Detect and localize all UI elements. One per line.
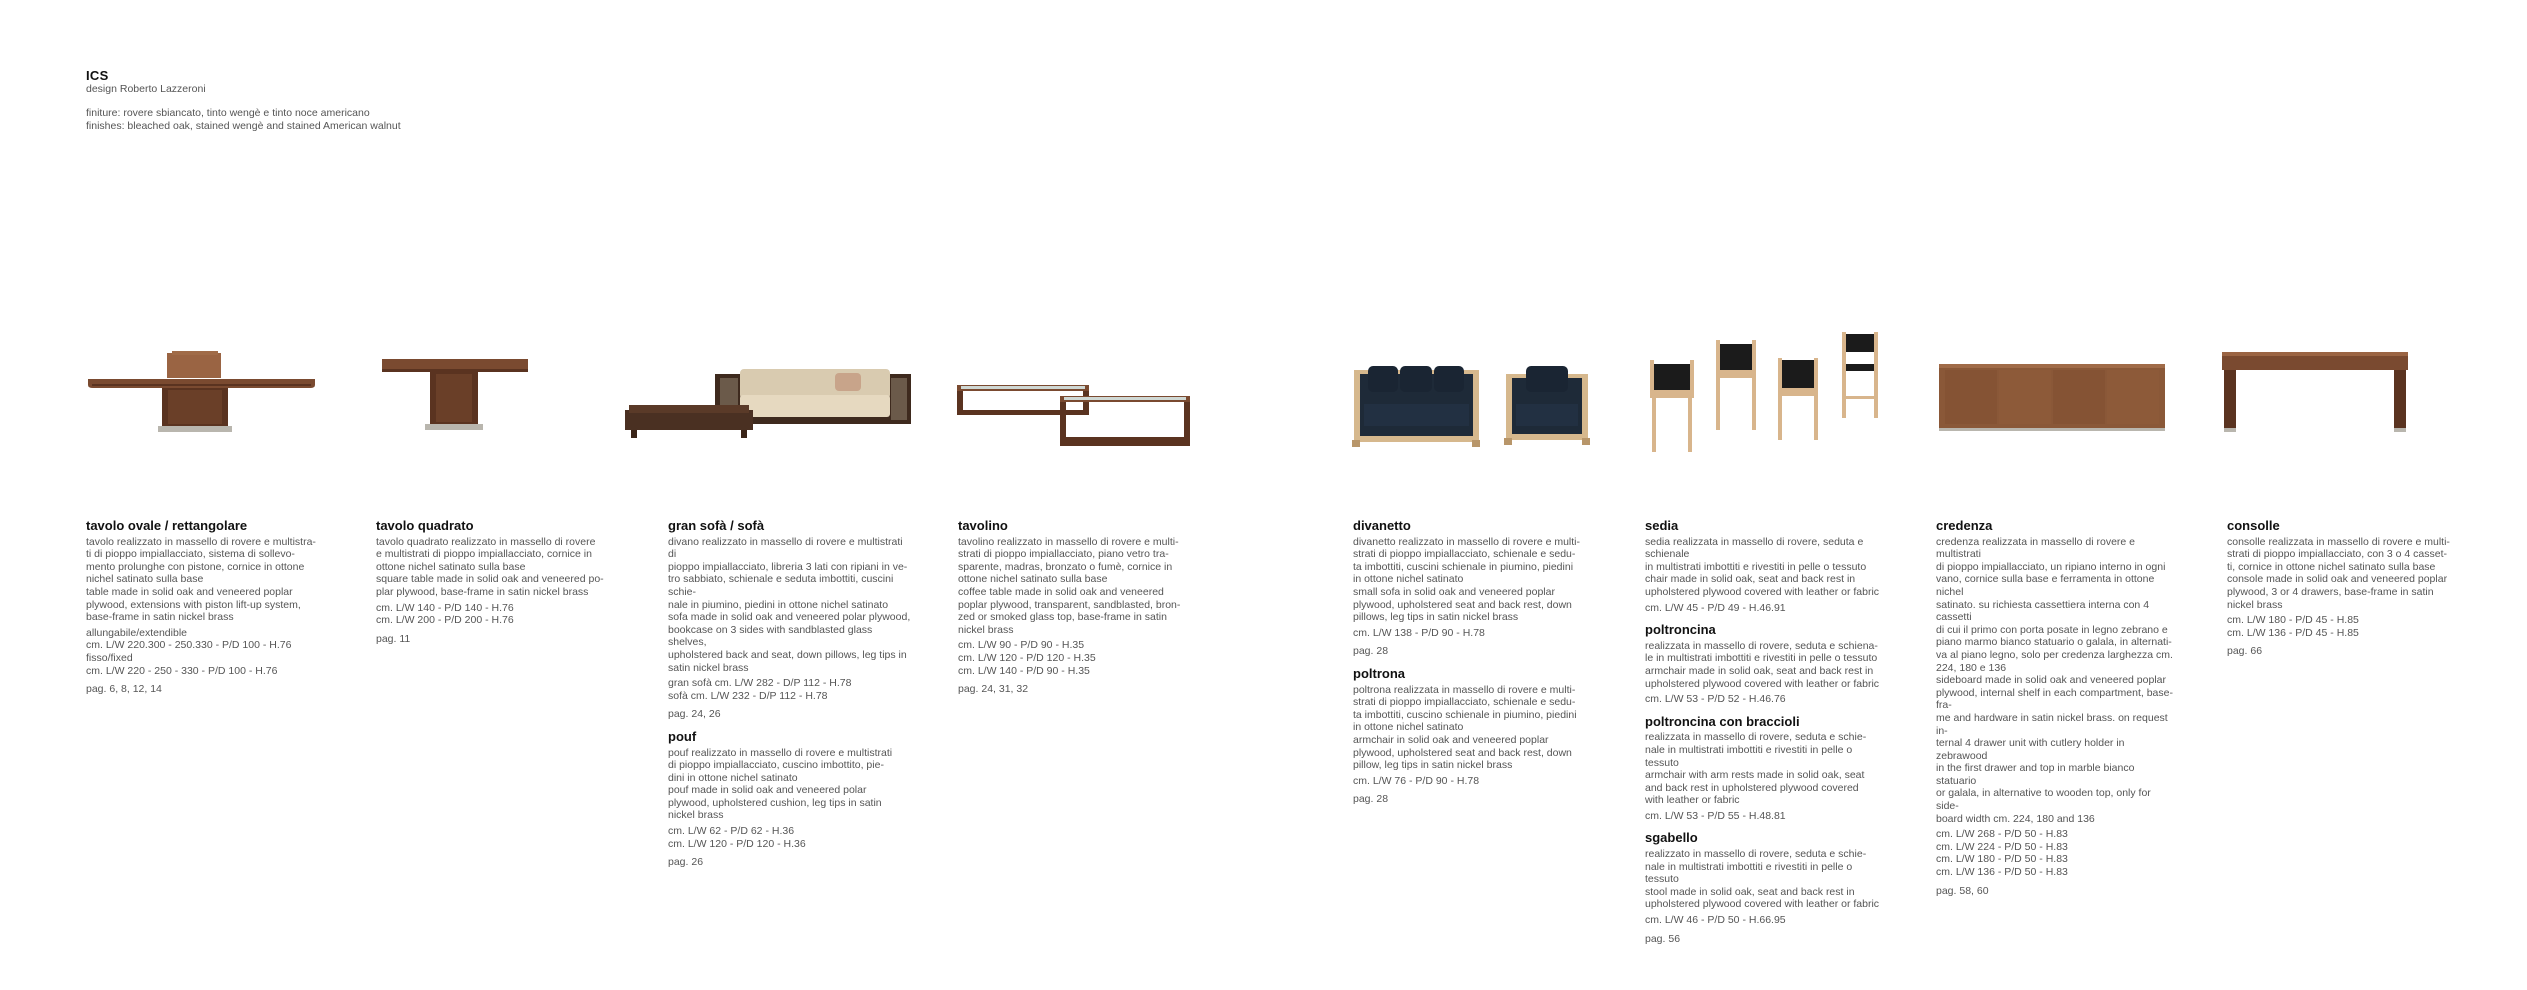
measurement-line: cm. L/W 62 - P/D 62 - H.36 <box>668 825 795 838</box>
catalog-header <box>86 68 401 133</box>
description-line: satin nickel brass <box>668 661 749 674</box>
finishes-english: finishes: bleached oak, stained wengè and stained American walnut <box>86 120 401 132</box>
description-line: mento prolunghe con pistone, cornice in ottone <box>86 560 305 573</box>
measurement-line: cm. L/W 120 - P/D 120 - H.36 <box>668 837 806 850</box>
description-line: tessuto <box>1645 756 1679 769</box>
description-line: realizzata in massello di rovere, seduta e schiena- <box>1645 639 1878 652</box>
measurements <box>1353 627 1593 640</box>
description-line: realizzato in massello di rovere, seduta e schie- <box>1645 848 1867 861</box>
description-line: plywood, upholstered cushion, leg tips in satin <box>668 796 882 809</box>
column-sofa <box>668 520 913 869</box>
description-line: realizzata in massello di rovere, seduta e schie- <box>1645 731 1867 744</box>
description-line: small sofa in solid oak and veneered poplar <box>1353 585 1555 598</box>
product-title: tavolo ovale / rettangolare <box>86 518 248 533</box>
square-table-photo <box>380 355 530 440</box>
page-reference: pag. 24, 31, 32 <box>958 683 1029 696</box>
description-line: tavolino realizzato in massello di rovere e multi- <box>958 535 1179 548</box>
description-line: plar plywood, base-frame in satin nickel brass <box>376 585 589 598</box>
description-line: divano realizzato in massello di rovere e multistrati di <box>668 535 903 561</box>
description-line: pioppo impiallacciato, libreria 3 lati con ripiani in ve- <box>668 560 908 573</box>
measurement-line: cm. L/W 76 - P/D 90 - H.78 <box>1353 774 1480 787</box>
page-reference: pag. 28 <box>1353 793 1389 806</box>
description-line: ottone nichel satinato sulla base <box>376 560 526 573</box>
description-line: plywood, extensions with piston lift-up system, <box>86 598 301 611</box>
measurement-line: cm. L/W 136 - P/D 50 - H.83 <box>1936 866 2068 879</box>
description-line: table made in solid oak and veneered poplar <box>86 585 293 598</box>
column-consolle <box>2227 520 2467 658</box>
description-line: upholstered plywood covered with leather or fabric <box>1645 898 1880 911</box>
description-line: strati di pioppo impiallacciato, schienale e sedu- <box>1353 548 1576 561</box>
measurement-line: cm. L/W 136 - P/D 45 - H.85 <box>2227 626 2359 639</box>
measurement-line: cm. L/W 90 - P/D 90 - H.35 <box>958 639 1085 652</box>
measurement-line: cm. L/W 46 - P/D 50 - H.66.95 <box>1645 914 1786 927</box>
description-line: tavolo quadrato realizzato in massello di rovere <box>376 535 596 548</box>
description-line: pillow, leg tips in satin nickel brass <box>1353 759 1513 772</box>
description-line: plywood, upholstered seat and back rest, down <box>1353 746 1572 759</box>
description-line: in ottone nichel satinato <box>1353 573 1464 586</box>
measurement-line: cm. L/W 200 - P/D 200 - H.76 <box>376 614 514 627</box>
measurement-line: fisso/fixed <box>86 651 133 664</box>
description-line: satinato. su richiesta cassettiera interna con 4 cassetti <box>1936 598 2150 624</box>
description-line: tavolo realizzato in massello di rovere e multistra- <box>86 535 316 548</box>
measurement-line: cm. L/W 138 - P/D 90 - H.78 <box>1353 626 1485 639</box>
measurement-line: cm. L/W 220.300 - 250.330 - P/D 100 - H.76 <box>86 639 292 652</box>
page-reference: pag. 56 <box>1645 932 1681 945</box>
description-line: ti di pioppo impiallacciato, sistema di sollevo- <box>86 548 295 561</box>
product-title: consolle <box>2227 518 2280 533</box>
description-line: or galala, in alternative to wooden top, only for side- <box>1936 787 2151 813</box>
description-line: tro sabbiato, schienale e seduta imbottiti, cuscini schie- <box>668 573 894 598</box>
description-line: ti, cornice in ottone nichel satinato sulla base <box>2227 560 2436 573</box>
description-line: bookcase on 3 sides with sandblasted glass shelves, <box>668 623 873 649</box>
description-line: square table made in solid oak and veneered po- <box>376 573 604 586</box>
chairs-and-stool-photo <box>1640 330 1885 455</box>
measurement-line: cm. L/W 180 - P/D 50 - H.83 <box>1936 853 2068 866</box>
page-reference: pag. 26 <box>668 856 704 869</box>
product-title: sedia <box>1645 518 1679 533</box>
description-line: plywood, internal shelf in each compartment, base-fra- <box>1936 686 2173 712</box>
description-line: nickel brass <box>668 809 724 822</box>
description-line: consolle realizzata in massello di rovere e multi- <box>2227 535 2450 548</box>
description-line: in ottone nichel satinato <box>1353 721 1464 734</box>
description-line: in the first drawer and top in marble bianco statuario <box>1936 762 2135 787</box>
description-line: base-frame in satin nickel brass <box>86 611 234 624</box>
product-title: tavolo quadrato <box>376 518 474 533</box>
measurements <box>1645 914 1890 927</box>
sideboard-photo <box>1935 360 2170 435</box>
description-line: plywood, 3 or 4 drawers, base-frame in satin <box>2227 585 2434 598</box>
page-reference: pag. 28 <box>1353 645 1389 658</box>
description-line: and back rest in upholstered plywood covered <box>1645 781 1859 794</box>
description-line: zed or smoked glass top, base-frame in satin <box>958 611 1167 624</box>
product-title: tavolino <box>958 518 1008 533</box>
measurement-line: gran sofà cm. L/W 282 - D/P 112 - H.78 <box>668 677 852 690</box>
divanetto-armchair-photo <box>1350 360 1595 450</box>
console-photo <box>2220 348 2410 438</box>
description-line: coffee table made in solid oak and veneered <box>958 585 1164 598</box>
description-line: sedia realizzata in massello di rovere, seduta e schienale <box>1645 535 1864 561</box>
measurement-line: cm. L/W 53 - P/D 55 - H.48.81 <box>1645 809 1786 822</box>
description-line: di pioppo impiallacciato, un ripiano interno in ogni <box>1936 560 2166 573</box>
designer-credit: design Roberto Lazzeroni <box>86 83 206 95</box>
measurements <box>958 639 1198 677</box>
description-line: di cui il primo con porta posate in legno zebrano e <box>1936 623 2168 636</box>
description-line: nale in multistrati imbottiti e rivestiti in pelle o <box>1645 860 1853 873</box>
description-line: ta imbottiti, cuscini schienale in piumino, piedini <box>1353 560 1574 573</box>
page-reference: pag. 66 <box>2227 645 2263 658</box>
description-line: vano, cornice sulla base e ferramenta in ottone nichel <box>1936 573 2155 598</box>
description-line: armchair in solid oak and veneered poplar <box>1353 733 1549 746</box>
description-line: with leather or fabric <box>1645 794 1740 807</box>
product-title: pouf <box>668 728 697 744</box>
description-line: le in multistrati imbottiti e rivestiti in pelle o tessuto <box>1645 652 1878 665</box>
description-line: sparente, madras, bronzato o fumè, cornice in <box>958 560 1173 573</box>
description-line: ta imbottiti, cuscino schienale in piumino, piedini <box>1353 708 1577 721</box>
description-line: chair made in solid oak, seat and back rest in <box>1645 573 1856 586</box>
measurement-line: allungabile/extendible <box>86 626 187 639</box>
measurements <box>2227 614 2467 639</box>
column-credenza <box>1936 520 2176 897</box>
page-reference: pag. 11 <box>376 632 411 645</box>
measurement-line: cm. L/W 140 - P/D 90 - H.35 <box>958 664 1090 677</box>
measurement-line: cm. L/W 224 - P/D 50 - H.83 <box>1936 840 2068 853</box>
gran-sofa-photo <box>625 365 915 450</box>
column-square-table <box>376 520 616 645</box>
measurement-line: sofà cm. L/W 232 - D/P 112 - H.78 <box>668 689 828 702</box>
measurements <box>1936 828 2176 878</box>
description-line: ternal 4 drawer unit with cutlery holder in zebrawood <box>1936 737 2125 762</box>
description-line: poltrona realizzata in massello di rovere e multi- <box>1353 683 1576 696</box>
description-line: nickel brass <box>2227 598 2283 611</box>
column-chairs <box>1645 520 1890 945</box>
description-line: nichel satinato sulla base <box>86 573 204 586</box>
description-line: tessuto <box>1645 873 1679 886</box>
column-oval-table <box>86 520 321 696</box>
description-line: pillows, leg tips in satin nickel brass <box>1353 611 1519 624</box>
oval-table-photo <box>84 348 319 438</box>
description-line: poplar plywood, transparent, sandblasted, bron- <box>958 598 1181 611</box>
description-line: armchair with arm rests made in solid oak, seat <box>1645 769 1865 782</box>
description-line: me and hardware in satin nickel brass. on request in- <box>1936 711 2168 737</box>
description-line: upholstered plywood covered with leather or fabric <box>1645 585 1880 598</box>
description-line: nickel brass <box>958 623 1014 636</box>
description-line: strati di pioppo impiallacciato, piano vetro tra- <box>958 548 1169 561</box>
product-title: poltroncina con braccioli <box>1645 713 1800 729</box>
description-line: strati di pioppo impiallacciato, schienale e sedu- <box>1353 696 1576 709</box>
measurements <box>1645 693 1890 706</box>
description-line: dini in ottone nichel satinato <box>668 771 798 784</box>
product-title: poltroncina <box>1645 622 1716 638</box>
measurement-line: cm. L/W 268 - P/D 50 - H.83 <box>1936 828 2068 841</box>
measurement-line: cm. L/W 180 - P/D 45 - H.85 <box>2227 614 2359 627</box>
description-line: divanetto realizzato in massello di rovere e multi- <box>1353 535 1581 548</box>
page-reference: pag. 58, 60 <box>1936 884 1989 897</box>
description-line: armchair made in solid oak, seat and back rest in <box>1645 664 1874 677</box>
page-reference: pag. 24, 26 <box>668 708 721 721</box>
description-line: ottone nichel satinato sulla base <box>958 573 1108 586</box>
measurements <box>1645 810 1890 823</box>
product-title: sgabello <box>1645 830 1698 846</box>
description-line: console made in solid oak and veneered poplar <box>2227 573 2448 586</box>
description-line: di pioppo impiallacciato, cuscino imbottito, pie- <box>668 759 884 772</box>
description-line: nale in piumino, piedini in ottone nichel satinato <box>668 598 889 611</box>
description-line: stool made in solid oak, seat and back rest in <box>1645 885 1855 898</box>
description-line: strati di pioppo impiallacciato, con 3 o 4 casset- <box>2227 548 2448 561</box>
coffee-table-photo <box>955 382 1195 452</box>
measurement-line: cm. L/W 140 - P/D 140 - H.76 <box>376 601 514 614</box>
description-line: board width cm. 224, 180 and 136 <box>1936 812 2095 825</box>
description-line: upholstered back and seat, down pillows, leg tips in <box>668 648 907 661</box>
measurement-line: cm. L/W 220 - 250 - 330 - P/D 100 - H.76 <box>86 664 278 677</box>
product-title: poltrona <box>1353 665 1405 681</box>
column-coffee-table <box>958 520 1198 696</box>
measurement-line: cm. L/W 53 - P/D 52 - H.46.76 <box>1645 693 1786 706</box>
measurements <box>668 677 913 702</box>
description-line: 224, 180 e 136 <box>1936 661 2007 674</box>
measurements <box>1645 602 1890 615</box>
collection-title: ICS <box>86 68 109 83</box>
measurements <box>1353 775 1593 788</box>
description-line: sofa made in solid oak and veneered polar plywood, <box>668 611 911 624</box>
product-title: divanetto <box>1353 518 1411 533</box>
description-line: upholstered plywood covered with leather or fabric <box>1645 677 1880 690</box>
description-line: va al piano legno, solo per credenza larghezza cm. <box>1936 648 2173 661</box>
description-line: sideboard made in solid oak and veneered poplar <box>1936 674 2166 687</box>
description-line: pouf made in solid oak and veneered polar <box>668 784 867 797</box>
page-reference: pag. 6, 8, 12, 14 <box>86 683 162 696</box>
measurements <box>86 627 321 677</box>
description-line: piano marmo bianco statuario o galala, in alternati- <box>1936 636 2172 649</box>
measurements <box>668 825 913 850</box>
description-line: nale in multistrati imbottiti e rivestiti in pelle o <box>1645 743 1853 756</box>
product-title: gran sofà / sofà <box>668 518 765 533</box>
measurements <box>376 602 616 627</box>
measurement-line: cm. L/W 120 - P/D 120 - H.35 <box>958 651 1096 664</box>
column-divanetto <box>1353 520 1593 806</box>
description-line: plywood, upholstered seat and back rest, down <box>1353 598 1572 611</box>
product-title: credenza <box>1936 518 1993 533</box>
finishes-italian: finiture: rovere sbiancato, tinto wengè e tinto noce americano <box>86 107 370 119</box>
description-line: credenza realizzata in massello di rovere e multistrati <box>1936 535 2136 561</box>
description-line: in multistrati imbottiti e rivestiti in pelle o tessuto <box>1645 560 1867 573</box>
description-line: e multistrati di pioppo impiallacciato, cornice in <box>376 548 592 561</box>
description-line: pouf realizzato in massello di rovere e multistrati <box>668 746 893 759</box>
measurement-line: cm. L/W 45 - P/D 49 - H.46.91 <box>1645 601 1786 614</box>
